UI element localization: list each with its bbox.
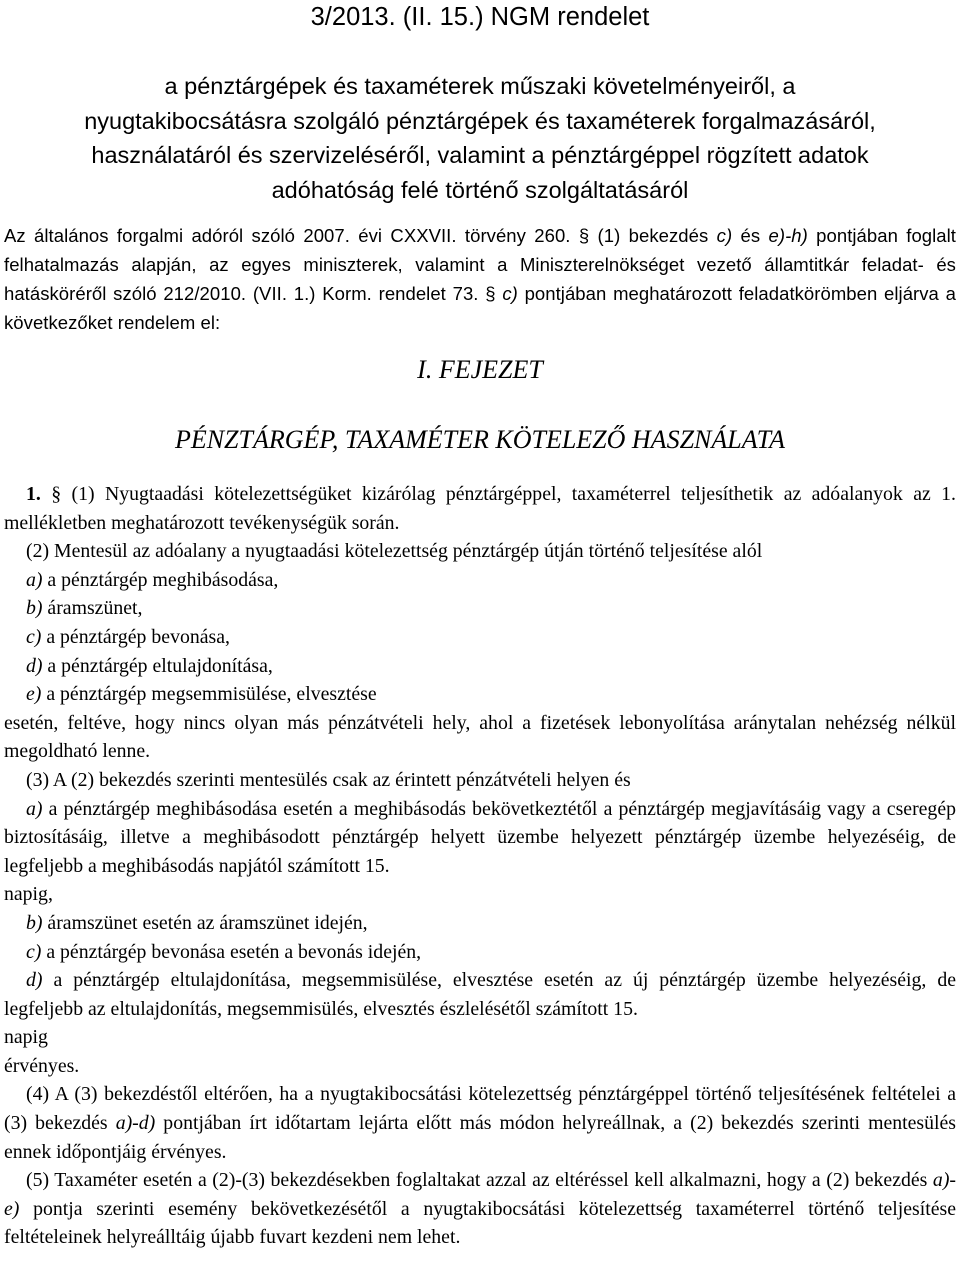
list-item [4, 938, 956, 967]
preamble-text: és [732, 225, 769, 246]
chapter-heading: I. FEJEZET [417, 355, 543, 384]
section-paragraph [4, 480, 956, 537]
item-text: a pénztárgép megsemmisülése, elvesztése [41, 683, 377, 706]
list-item [4, 909, 956, 938]
section-body [4, 480, 956, 1252]
item-label: c) [26, 940, 42, 963]
item-text: a pénztárgép bevonása esetén a bevonás idején, [41, 940, 422, 963]
paragraph-tail: érvényes. [4, 1054, 80, 1077]
item-text: áramszünet esetén az áramszünet idején, [42, 911, 368, 934]
chapter-title: PÉNZTÁRGÉP, TAXAMÉTER KÖTELEZŐ HASZNÁLATA [174, 425, 786, 454]
list-item [4, 652, 956, 681]
paragraph-text: pontjában írt időtartam lejárta előtt más módon helyreállnak, a (2) bekezdés szerinti mentesülés ennek időpontjáig érvényes. [4, 1112, 956, 1163]
paragraph-text: (5) Taxaméter esetén a (2)-(3) bekezdésekben foglaltakat azzal az eltéréssel kell alkalmazni, hogy a (2) bekezdés [26, 1169, 933, 1192]
document-title: 3/2013. (II. 15.) NGM rendelet [310, 3, 650, 31]
preamble-ref: e)-h) [768, 225, 808, 246]
list-item [4, 623, 956, 652]
document-subtitle [4, 69, 956, 207]
subtitle-line: a pénztárgépek és taxaméterek műszaki követelményeiről, a [164, 73, 796, 99]
paragraph-tail: esetén, feltéve, hogy nincs olyan más pénzátvételi hely, ahol a fizetések lebonyolítása aránytalan nehézség nélkül megoldható lenne. [4, 711, 956, 763]
list-item [4, 680, 956, 709]
preamble-text: Az általános forgalmi adóról szóló 2007. évi CXXVII. törvény 260. § (1) bekezdés [4, 225, 717, 246]
list-item-continuation: napig [4, 1026, 48, 1049]
item-text: a pénztárgép meghibásodása, [42, 568, 279, 591]
item-text: a pénztárgép bevonása, [41, 625, 230, 648]
item-label: e) [26, 683, 42, 706]
paragraph-text: (4) A (3) bekezdéstől eltérően, ha a nyugtakibocsátási kötelezettség pénztárgéppel történő teljesítésének feltételei a (3) bekezdés [4, 1083, 956, 1135]
section-paragraph: (2) Mentesül az adóalany a nyugtaadási kötelezettség pénztárgép útján történő teljesítése alól [26, 540, 763, 563]
document-page [4, 0, 956, 1252]
item-label: b) [26, 597, 43, 620]
item-label: b) [26, 911, 43, 934]
list-item [4, 566, 956, 595]
item-text: a pénztárgép eltulajdonítása, megsemmisülése, elvesztése esetén az új pénztárgép üzembe helyezéséig, de legfeljebb az eltulajdonítás, megsemmisülés, elvesztés észlelésétől számított 15. [4, 969, 956, 1020]
preamble-paragraph [4, 221, 956, 337]
item-label: c) [26, 625, 42, 648]
preamble-ref: c) [716, 225, 733, 246]
item-ref: a)-d) [115, 1112, 156, 1135]
item-text: a pénztárgép eltulajdonítása, [42, 654, 273, 677]
item-ref: a)-e) [4, 1169, 956, 1220]
item-label: d) [26, 969, 43, 992]
item-label: d) [26, 654, 43, 677]
item-text: áramszünet, [42, 597, 143, 620]
list-item-continuation: napig, [4, 883, 53, 906]
subtitle-line: használatáról és szervizeléséről, valamint a pénztárgéppel rögzített adatok [91, 142, 869, 168]
section-paragraph: (3) A (2) bekezdés szerinti mentesülés csak az érintett pénzátvételi helyen és [26, 768, 631, 791]
section-paragraph [4, 1166, 956, 1252]
item-label: a) [26, 568, 43, 591]
preamble-text: pontjában meghatározott feladatkörömben eljárva a következőket rendelem el: [4, 283, 956, 333]
paragraph-text: § (1) Nyugtaadási kötelezettségüket kizárólag pénztárgéppel, taxaméterrel teljesíthetik az adóalanyok az 1. mellékletben meghatározott tevékenységük során. [4, 483, 956, 534]
paragraph-text: pontja szerinti esemény bekövetkezésétől a nyugtakibocsátási kötelezettség taxaméterrel történő teljesítése feltételeinek helyreálltáig újabb fuvart kezdeni nem lehet. [4, 1197, 956, 1249]
subtitle-line: adóhatóság felé történő szolgáltatásáról [271, 176, 689, 203]
preamble-text: pontjában foglalt felhatalmazás alapján, az egyes miniszterek, valamint a Miniszterelnökséget vezető államtitkár feladat- és hatásköréről szóló 212/2010. (VII. 1.) Korm. rendelet 73. § [4, 225, 956, 304]
section-paragraph [4, 1080, 956, 1166]
subtitle-line: nyugtakibocsátásra szolgáló pénztárgépek és taxaméterek forgalmazásáról, [84, 107, 876, 134]
item-text: a pénztárgép meghibásodása esetén a meghibásodás bekövetkeztétől a pénztárgép megjavításáig vagy a cseregép biztosításáig, illetve a meghibásodott pénztárgép helyett üzembe helyezett pénztárgép üzembe helyezéséig, de legfeljebb a meghibásodás napjától számított 15. [4, 797, 956, 877]
list-item [4, 795, 956, 881]
list-item [4, 594, 956, 623]
item-label: a) [26, 797, 43, 820]
list-item [4, 966, 956, 1023]
preamble-ref: c) [502, 283, 518, 304]
section-number: 1. [26, 483, 41, 505]
